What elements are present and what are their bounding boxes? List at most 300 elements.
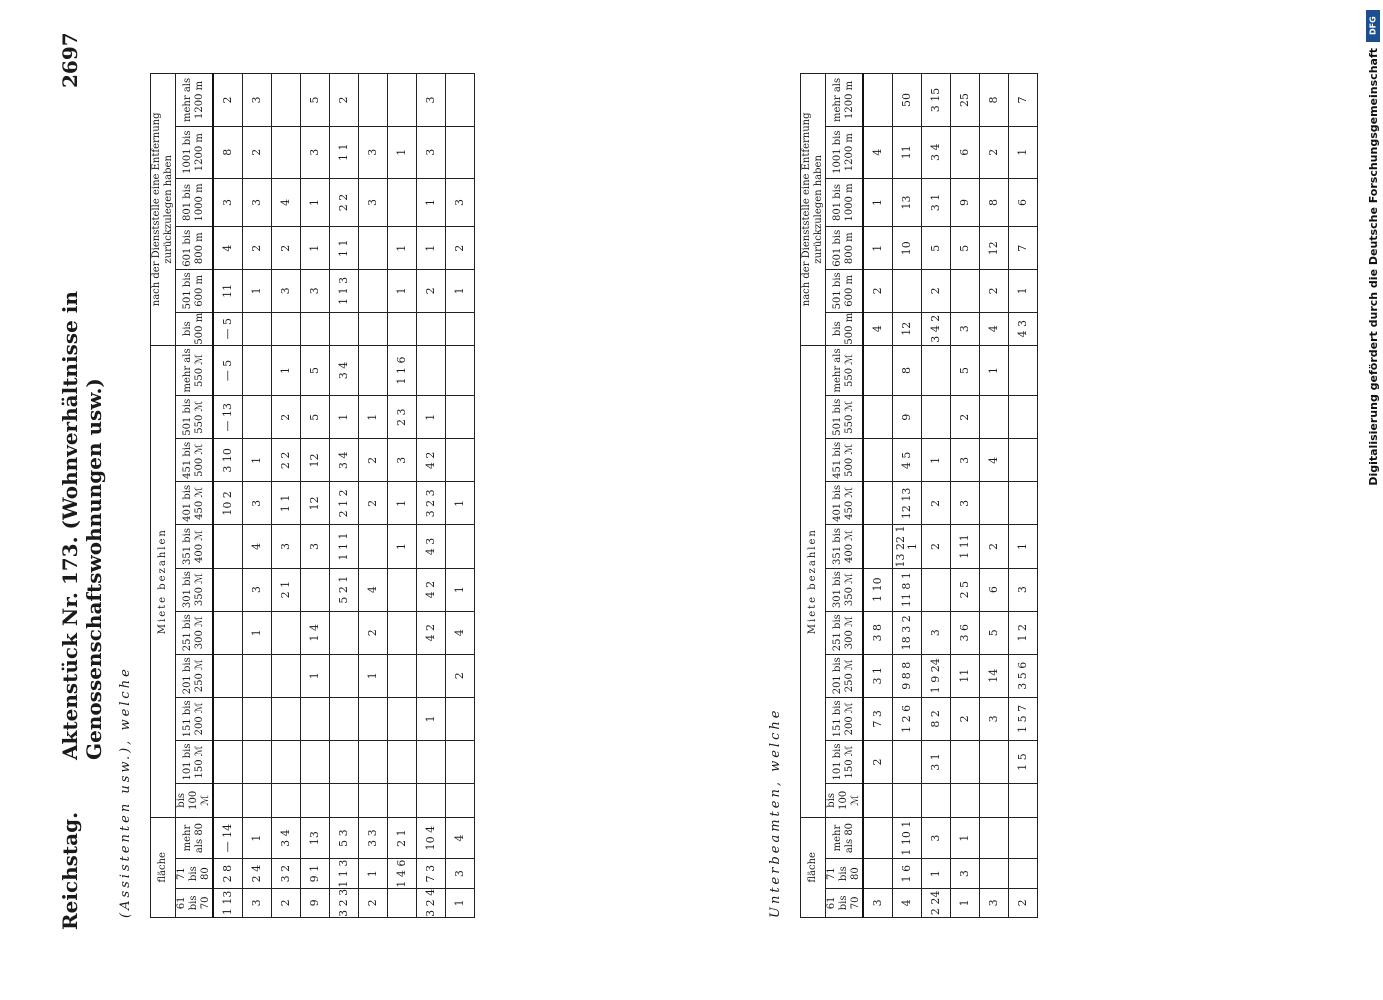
table-cell: 8	[213, 126, 243, 178]
table-cell	[213, 697, 243, 740]
table-cell: 8	[980, 74, 1009, 127]
table-cell	[301, 568, 330, 611]
table-cell: 1 1	[272, 482, 301, 525]
table-cell: 3 1	[922, 178, 951, 227]
top_section-area-group: fläche	[151, 817, 176, 917]
table-cell: 2	[359, 439, 388, 482]
table-cell: 1	[243, 439, 272, 482]
table-cell: 1	[446, 888, 475, 917]
dfg-logo: DFG	[1366, 10, 1380, 42]
table-cell	[1009, 784, 1038, 818]
table-cell: 3	[359, 178, 388, 227]
table-cell: 2	[951, 396, 980, 439]
top_section-col-rent: 501 bis 550 ℳ	[176, 396, 214, 439]
table-cell: 4	[359, 568, 388, 611]
table-cell: 3	[213, 178, 243, 227]
table-cell: 1 1 3	[330, 270, 359, 313]
table-cell: 2	[272, 227, 301, 270]
table-cell	[1009, 396, 1038, 439]
table-cell: 25	[951, 74, 980, 127]
table-cell: 1	[922, 439, 951, 482]
table-cell: 1	[243, 817, 272, 859]
table-cell: 3	[243, 482, 272, 525]
table-cell: 1	[863, 227, 893, 270]
table-row	[388, 74, 417, 918]
table-cell: 5 3	[330, 817, 359, 859]
table-cell: 2	[243, 126, 272, 178]
table-cell	[272, 611, 301, 654]
table-cell: 2 8	[213, 859, 243, 888]
table-cell: 5	[301, 396, 330, 439]
table-cell: 4	[980, 312, 1009, 345]
table-cell: 7	[1009, 227, 1038, 270]
table-cell: 4 2	[417, 611, 446, 654]
dfg-sidebar	[1363, 10, 1383, 990]
table-cell: 13 22 1 1	[893, 525, 922, 568]
table-row	[951, 74, 980, 918]
table-cell: 3	[922, 611, 951, 654]
table-cell: 1 10	[863, 568, 893, 611]
table-cell: 1 5 7	[1009, 697, 1038, 740]
top_section-col-area: mehr als 80	[176, 817, 214, 859]
bottom_section-col-rent: bis 100 ℳ	[826, 784, 864, 818]
table-row	[1009, 74, 1038, 918]
table-cell	[863, 784, 893, 818]
table-cell	[1009, 439, 1038, 482]
table-cell: 1	[388, 126, 417, 178]
table-cell: 1	[1009, 525, 1038, 568]
header-left: Reichstag.	[58, 811, 82, 930]
table-cell	[922, 568, 951, 611]
table-cell: 2	[446, 227, 475, 270]
table-cell	[980, 740, 1009, 783]
table-cell: 1	[388, 525, 417, 568]
bottom_section-col-rent: 251 bis 300 ℳ	[826, 611, 864, 654]
table-cell: 3	[243, 178, 272, 227]
table-cell	[243, 396, 272, 439]
table-row	[301, 74, 330, 918]
table-cell: 9 1	[301, 859, 330, 888]
table-cell: 3	[243, 888, 272, 917]
table-cell: 4 5	[893, 439, 922, 482]
table-cell: 4	[893, 888, 922, 917]
table-cell	[388, 888, 417, 917]
table-cell	[388, 568, 417, 611]
bottom_section-col-rent: 101 bis 150 ℳ	[826, 740, 864, 783]
table-cell	[1009, 817, 1038, 859]
table-cell	[272, 312, 301, 345]
table-cell: 13	[893, 178, 922, 227]
table-cell: 3	[243, 74, 272, 127]
table-cell	[951, 270, 980, 313]
top_section-col-distance: 501 bis 600 m	[176, 270, 214, 313]
table-cell: 12	[301, 482, 330, 525]
table-cell: 3 4	[330, 439, 359, 482]
bottom_section-col-distance: 601 bis 800 m	[826, 227, 864, 270]
table-cell	[330, 654, 359, 697]
table-cell: 8	[893, 345, 922, 395]
table-cell	[980, 784, 1009, 818]
table-cell: 4	[446, 611, 475, 654]
top_section-col-distance: 601 bis 800 m	[176, 227, 214, 270]
table-cell: 3	[272, 270, 301, 313]
table-cell: 2	[213, 74, 243, 127]
bottom_section-area-group: fläche	[801, 817, 826, 917]
table-cell	[863, 817, 893, 859]
table-cell	[863, 482, 893, 525]
table-cell: 6	[1009, 178, 1038, 227]
table-cell	[359, 697, 388, 740]
table-cell	[980, 817, 1009, 859]
table-cell: — 14	[213, 817, 243, 859]
table-cell: 2	[951, 697, 980, 740]
table-row	[417, 74, 446, 918]
table-cell	[243, 345, 272, 395]
top_section-col-rent: 351 bis 400 ℳ	[176, 525, 214, 568]
table-cell: 3 2	[272, 859, 301, 888]
table-cell	[213, 654, 243, 697]
table-cell	[863, 439, 893, 482]
table-row	[272, 74, 301, 918]
table-cell: 2	[980, 525, 1009, 568]
table-cell: 3	[301, 126, 330, 178]
table-cell: 2	[446, 654, 475, 697]
table-cell: 1 1 6	[388, 345, 417, 395]
table-cell: 1	[243, 611, 272, 654]
table-cell: 2	[1009, 888, 1038, 917]
bottom_section-col-distance: bis 500 m	[826, 312, 864, 345]
table-cell: 1	[301, 178, 330, 227]
table-cell: 3	[301, 270, 330, 313]
bottom_section-col-area: 61 bis 70	[826, 888, 864, 917]
table-cell	[330, 697, 359, 740]
table-cell: 4	[243, 525, 272, 568]
table-cell: 2	[863, 740, 893, 783]
table-cell	[893, 270, 922, 313]
table-cell: 1 6	[893, 859, 922, 888]
top_section-col-rent: bis 100 ℳ	[176, 784, 214, 818]
table-cell: 1	[951, 817, 980, 859]
table-cell: 3	[417, 126, 446, 178]
top_section-col-area: 61 bis 70	[176, 888, 214, 917]
table-cell: 2	[243, 227, 272, 270]
table-cell	[417, 312, 446, 345]
table-cell: 1	[1009, 270, 1038, 313]
table-cell	[330, 784, 359, 818]
table-cell	[301, 740, 330, 783]
table-cell: 1	[301, 227, 330, 270]
table-cell: 3 2 3	[330, 888, 359, 917]
table-cell	[446, 740, 475, 783]
table-cell	[272, 740, 301, 783]
table-cell	[272, 74, 301, 127]
table-cell	[272, 697, 301, 740]
table-cell: 5	[980, 611, 1009, 654]
table-cell: 1 10 1	[893, 817, 922, 859]
bottom_section-col-rent: 201 bis 250 ℳ	[826, 654, 864, 697]
table-cell: 2	[272, 396, 301, 439]
table-cell	[417, 784, 446, 818]
table-row	[922, 74, 951, 918]
table-cell: 2 2	[272, 439, 301, 482]
table-cell: 5	[951, 227, 980, 270]
bottom_section-distance-group: nach der Dienststelle eine Entfernung zurückzulegen haben	[801, 74, 826, 346]
table-cell	[243, 312, 272, 345]
table-cell: — 13	[213, 396, 243, 439]
table-cell	[359, 312, 388, 345]
table-cell: 2 24	[922, 888, 951, 917]
top_section-col-distance: mehr als 1200 m	[176, 74, 214, 127]
table-cell	[893, 784, 922, 818]
table-cell: 3	[922, 817, 951, 859]
top_section-col-area: 71 bis 80	[176, 859, 214, 888]
table-cell: 11	[213, 270, 243, 313]
table-cell: 4	[272, 178, 301, 227]
table-cell	[301, 697, 330, 740]
table-cell: 1	[417, 227, 446, 270]
table-cell	[446, 74, 475, 127]
table-cell: 1 13	[213, 888, 243, 917]
table-cell	[446, 697, 475, 740]
table-cell	[359, 345, 388, 395]
table-row	[330, 74, 359, 918]
table-cell: 1 1 3	[330, 859, 359, 888]
table-cell: 1 4	[301, 611, 330, 654]
table-cell: 1	[446, 568, 475, 611]
top-data-table	[150, 73, 475, 918]
table-cell	[446, 525, 475, 568]
table-cell: 11	[893, 126, 922, 178]
top_section-rent-group: Miete bezahlen	[151, 345, 176, 817]
bottom_section-col-rent: 301 bis 350 ℳ	[826, 568, 864, 611]
table-cell	[388, 740, 417, 783]
table-cell: 1	[388, 270, 417, 313]
table-cell: 3 4	[330, 345, 359, 395]
table-cell: 2	[359, 888, 388, 917]
table-cell	[243, 697, 272, 740]
table-cell: 5	[301, 74, 330, 127]
table-cell	[388, 74, 417, 127]
table-cell: 1	[359, 396, 388, 439]
table-cell: 1	[417, 178, 446, 227]
table-cell: 1 4 6	[388, 859, 417, 888]
table-cell	[1009, 482, 1038, 525]
table-cell: 1	[417, 697, 446, 740]
table-row	[980, 74, 1009, 918]
bottom_section-col-rent: 451 bis 500 ℳ	[826, 439, 864, 482]
table-cell: 2 1	[272, 568, 301, 611]
bottom-section-caption: Unterbeamten, welche	[768, 707, 783, 918]
table-cell: 1 9 24	[922, 654, 951, 697]
table-cell: 9	[301, 888, 330, 917]
top_section-col-distance: 801 bis 1000 m	[176, 178, 214, 227]
bottom_section-col-rent: 501 bis 550 ℳ	[826, 396, 864, 439]
table-cell	[213, 784, 243, 818]
table-cell: 1	[980, 345, 1009, 395]
top_section-col-rent: 201 bis 250 ℳ	[176, 654, 214, 697]
table-cell: 1	[272, 345, 301, 395]
bottom_section-col-rent: 351 bis 400 ℳ	[826, 525, 864, 568]
bottom_section-col-rent: mehr als 550 ℳ	[826, 345, 864, 395]
bottom-data-table	[800, 73, 1038, 918]
table-cell: 2	[980, 126, 1009, 178]
table-cell: 3 10	[213, 439, 243, 482]
bottom_section-col-distance: 801 bis 1000 m	[826, 178, 864, 227]
table-cell	[446, 396, 475, 439]
table-cell: 50	[893, 74, 922, 127]
table-cell: 7	[1009, 74, 1038, 127]
table-cell: 1	[922, 859, 951, 888]
table-cell	[417, 654, 446, 697]
page-header	[58, 0, 106, 1000]
bottom_section-col-distance: 1001 bis 1200 m	[826, 126, 864, 178]
table-cell	[863, 345, 893, 395]
table-cell: 2 5	[951, 568, 980, 611]
top_section-col-rent: 401 bis 450 ℳ	[176, 482, 214, 525]
table-cell: 3	[446, 178, 475, 227]
table-cell: 3 3	[359, 817, 388, 859]
top_section-col-rent: 301 bis 350 ℳ	[176, 568, 214, 611]
table-cell: 1	[301, 654, 330, 697]
table-cell: 3 4	[922, 126, 951, 178]
table-cell: 9	[893, 396, 922, 439]
table-cell: 3 5 6	[1009, 654, 1038, 697]
table-cell: 2	[330, 74, 359, 127]
table-cell	[1009, 345, 1038, 395]
table-cell: 2 3	[388, 396, 417, 439]
table-cell	[417, 345, 446, 395]
top_section-col-rent: 451 bis 500 ℳ	[176, 439, 214, 482]
table-cell: 6	[951, 126, 980, 178]
table-cell	[359, 740, 388, 783]
table-cell: 5 2 1	[330, 568, 359, 611]
table-cell: 7 3	[417, 859, 446, 888]
table-cell	[213, 611, 243, 654]
table-cell: 3 6	[951, 611, 980, 654]
table-cell	[863, 396, 893, 439]
table-cell	[359, 74, 388, 127]
table-cell: 4	[863, 312, 893, 345]
table-cell: 1 1 1	[330, 525, 359, 568]
table-cell: 3 1	[922, 740, 951, 783]
table-cell: 2	[922, 270, 951, 313]
bottom_section-rent-group: Miete bezahlen	[801, 345, 826, 817]
table-cell: 5	[301, 345, 330, 395]
table-cell: 1	[330, 396, 359, 439]
table-cell: 1 1	[330, 227, 359, 270]
table-cell: 13	[301, 817, 330, 859]
top_section-col-rent: 151 bis 200 ℳ	[176, 697, 214, 740]
table-cell: 1	[417, 396, 446, 439]
table-cell: 6	[980, 568, 1009, 611]
table-cell: 10	[893, 227, 922, 270]
table-cell: 1 11	[951, 525, 980, 568]
table-cell	[213, 568, 243, 611]
table-row	[359, 74, 388, 918]
header-title: Aktenstück Nr. 173. (Wohnverhältnisse in Genossenschaftswohnungen usw.)	[58, 291, 106, 760]
table-cell: 2 1 2	[330, 482, 359, 525]
table-cell: 1	[243, 270, 272, 313]
table-cell	[359, 270, 388, 313]
table-cell: 3 4 2	[922, 312, 951, 345]
table-cell	[951, 784, 980, 818]
table-cell	[388, 611, 417, 654]
table-cell: 3	[951, 312, 980, 345]
table-cell: — 5	[213, 345, 243, 395]
table-cell: 18 3 2	[893, 611, 922, 654]
table-cell: 3	[951, 482, 980, 525]
table-cell: 2	[863, 270, 893, 313]
table-cell	[272, 126, 301, 178]
table-cell: 4	[863, 126, 893, 178]
table-row	[893, 74, 922, 918]
table-cell	[272, 784, 301, 818]
table-cell: 5	[922, 227, 951, 270]
table-cell: 12	[980, 227, 1009, 270]
page-number: 2697	[58, 32, 82, 88]
bottom_section-col-rent: 151 bis 200 ℳ	[826, 697, 864, 740]
table-cell	[863, 525, 893, 568]
top_section-col-distance: 1001 bis 1200 m	[176, 126, 214, 178]
table-cell	[388, 312, 417, 345]
table-cell	[922, 396, 951, 439]
table-cell	[330, 312, 359, 345]
table-cell	[243, 654, 272, 697]
table-cell: 1	[359, 859, 388, 888]
table-cell: 4 3	[1009, 312, 1038, 345]
table-cell: 8	[980, 178, 1009, 227]
table-cell: 4 3	[417, 525, 446, 568]
table-cell: 4	[446, 817, 475, 859]
table-cell	[388, 697, 417, 740]
table-cell: 3	[243, 568, 272, 611]
table-cell: 11 8 1	[893, 568, 922, 611]
table-cell: 3	[446, 859, 475, 888]
table-cell: 3	[1009, 568, 1038, 611]
table-cell	[446, 312, 475, 345]
table-cell: — 5	[213, 312, 243, 345]
table-cell	[1009, 859, 1038, 888]
table-cell	[893, 740, 922, 783]
table-row	[243, 74, 272, 918]
table-cell: 3 4	[272, 817, 301, 859]
table-cell: 2	[359, 611, 388, 654]
table-cell: 2 1	[388, 817, 417, 859]
table-cell	[863, 74, 893, 127]
table-cell: 1	[446, 482, 475, 525]
table-cell: 2	[359, 482, 388, 525]
top_section-col-rent: 251 bis 300 ℳ	[176, 611, 214, 654]
table-cell	[272, 654, 301, 697]
table-cell: 3	[301, 525, 330, 568]
table-cell	[301, 312, 330, 345]
table-cell: 2	[272, 888, 301, 917]
table-cell: 1	[863, 178, 893, 227]
top_section-col-distance: bis 500 m	[176, 312, 214, 345]
table-cell: 1 1	[330, 126, 359, 178]
table-cell	[417, 740, 446, 783]
table-cell	[388, 654, 417, 697]
table-cell: 1	[1009, 126, 1038, 178]
table-cell	[388, 784, 417, 818]
table-cell: 1 5	[1009, 740, 1038, 783]
table-cell: 3 1	[863, 654, 893, 697]
table-cell	[330, 740, 359, 783]
table-cell	[359, 784, 388, 818]
table-cell	[213, 740, 243, 783]
table-cell	[980, 482, 1009, 525]
table-cell: 9 8 8	[893, 654, 922, 697]
